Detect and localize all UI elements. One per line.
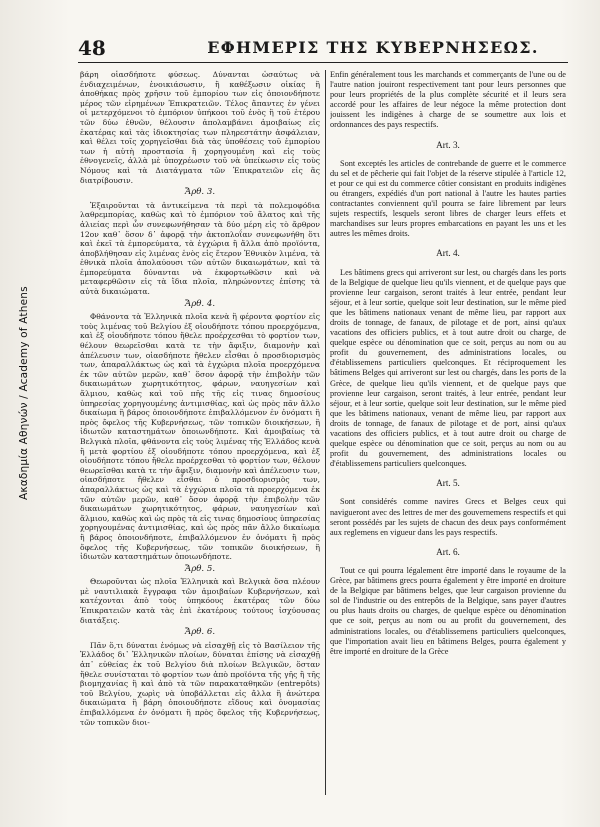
paragraph: Πᾶν ὅ,τι δύναται ἐνόμως νὰ εἰσαχθῇ εἰς τὸ Βασίλειον τῆς Ἑλλάδος δι᾽ Ἑλληνικῶν πλοίων, δύναται ἐπίσης νὰ εἰσαχθῇ ἀπ᾽ εὐθείας ἐκ τοῦ Βελγίου διὰ πλοίων Βελγικῶν, ὅσταν ἤθελε συνίσταται τὸ φορτίον των ἀπὸ προϊόντα τῆς γῆς ἢ τῆς βιομηχανίας ἢ καὶ ἀπὸ τὰ τῶν παρακαταθηκῶν (entrepôts) τοῦ Βελγίου, χωρὶς νὰ ὑποβάλλεται εἰς ἄλλα ἢ ἀνώτερα δικαιώματα ἢ βάρη ὁποιουδήποτε εἴδους καὶ ὀνομασίας ἐπιβαλλόμενα ἐν ὀνόματι ἢ πρὸς ὄφελος τῆς Κυβερνήσεως, τῶν τοπικῶν διοι- — [80, 640, 320, 727]
page-header — [78, 36, 568, 63]
paragraph: Enfin généralement tous les marchands et commerçants de l'une ou de l'autre nation jouiront respectivement tant pour leurs personnes que pour leurs propriétés de la plus complète sécurité et il leurs sera accordé pour les affaires de leur négoce la même protection dont jouissent les indigènes à charge de se soumettre aux lois et ordonnances des pays respectifs. — [330, 70, 566, 130]
paragraph: Θεωροῦνται ὡς πλοῖα Ἑλληνικὰ καὶ Βελγικὰ ὅσα πλέουν μὲ ναυτιλιακὰ ἔγγραφα τῶν ἀμοιβαίων Κυβερνήσεων, καὶ κατέχονται ἀπὸ τοὺς ὑπηκόους ἑκατέρας τῶν δύω Ἐπικρατειῶν κατὰ τὰς ἐπὶ ἑκατέρους τούτους ἰσχύουσας διατάξεις. — [80, 577, 320, 625]
greek-text-column — [80, 70, 320, 800]
article-heading: Art. 4. — [436, 248, 460, 259]
archive-label-text: Ακαδημία Αθηνών / Academy of Athens — [18, 286, 30, 500]
page-number: 48 — [78, 36, 106, 60]
article-heading: Art. 5. — [436, 478, 460, 489]
paragraph: Φθάνοντα τὰ Ἑλληνικὰ πλοῖα κενὰ ἢ φέροντα φορτίον εἰς τοὺς λιμένας τοῦ Βελγίου ἐξ οἱουδήποτε τόπου προερχόμενα, καὶ ἐξ οἱουδήποτε τόπου ἤθελε προέρχεσθαι τὸ φορτίον των, θέλουν θεωρεῖσθαι κατὰ τε τὴν ἄφιξιν, διαμονὴν καὶ ἀπέλευσιν των, οἱασδήποτε ἤθελεν εἶσθαι ὁ προσδιορισμὸς των, ἀπαραλλάκτως ὡς καὶ τὰ ἐγχώρια πλοῖα προερχόμενα ἐκ τῶν αὐτῶν μερῶν, καθ᾽ ὅσον ἀφορᾷ τὴν ἐπιβολὴν τῶν δικαιωμάτων χωρητικότητος, φάρων, ναυηγεσίων καὶ ἄλμιου, καθὼς καὶ τοῦ πῆς τῆς εἰς τινας δημοσίους ὑπηρεσίας χορηγουμένης ἀντιμισθίας, καὶ ὡς πρὸς πᾶν ἄλλο δικαίωμα ἢ βάρος ὁποιονδήποτε ἐπιβαλλόμενον ἐν ὀνόματι ἢ πρὸς ὄφελος τῆς Κυβερνήσεως, τῶν τοπικῶν διοικήσεων, ἢ ἰδιωτῶν καταστημάτων ὁποιωνδήποτε. Καὶ ἀμοιβαίως τὰ Βελγικὰ πλοῖα, φθάνοντα εἰς τοὺς λιμένας τῆς Ἑλλάδος κενὰ ἢ μετὰ φορτίου ἐξ οἱουδήποτε τόπου προερχόμενα, καὶ ἐξ οἱουδήποτε τόπου ἤθελε προέρχεσθαι τὸ φορτίον των, θέλουν θεωρεῖσθαι κατὰ τε τὴν ἄφιξιν, διαμονὴν καὶ ἀπέλευσιν των, οἱασδήποτε ἤθελεν εἶσθαι ὁ προσδιορισμὸς των, ἀπαραλλάκτως ὡς καὶ τὰ ἐγχώρια πλοῖα τὰ προερχόμενα ἐκ τῶν αὐτῶν μερῶν, καθ᾽ ὅσον ἀφορᾷ τὴν ἐπιβολὴν τῶν δικαιωμάτων χωρητικότητος, φάρων, ναυηγεσίων καὶ ἄλμιου, καθὼς καὶ ὡς πρὸς τὰ εἰς τινας δημοσίους ὑπηρεσίας χορηγουμένας ἀντιμισθίας, καὶ ὡς πρὸς πᾶν ἄλλο δικαίωμα ἢ βάρος ὁποιονδήποτε, ἐπιβαλλόμενον ἐν ὀνόματι ἢ πρὸς ὄφελος τῆς Κυβερνήσεως, τῶν τοπικῶν διοικήσεων, ἢ ἰδιωτῶν καταστημάτων ὁποιωνδήποτε. — [80, 312, 320, 562]
column-divider — [325, 70, 326, 795]
article-heading: Ἄρθ. 5. — [184, 563, 216, 574]
article-heading: Ἄρθ. 3. — [184, 187, 216, 198]
paragraph: Sont considérés comme navires Grecs et Belges ceux qui navigueront avec des lettres de mer des gouvernemens respectifs et qui seront possédés par les sujets de chacun des deux pays conformément aux reglemens en vigueur dans les pays respectifs. — [330, 497, 566, 537]
archive-side-label — [18, 40, 40, 800]
paragraph: Ἐξαιροῦνται τὰ ἀντικείμενα τὰ περὶ τὰ πολεμοφόδια λαθρεμπορίας, καθὼς καὶ τὸ ἐμπόριον τοῦ ἅλατος καὶ τῆς ἁλιείας περὶ ὧν συνεφωνήθησαν τὰ δύο μέρη εἰς τὸ ἄρθρον 12ον καθ᾽ ὅσον δ᾽ ἀφορᾷ τὴν ἀκτοπλοΐαν συνεφωνήθη ὅτι καὶ ἐκεῖ τὰ ἐμπορεύματα, τὰ ἐγχώρια ἢ ἄλλα ἀπὸ προϊόντα, ἀποβλήθησαν εἰς λιμένας ἑνὸς εἰς ἕτερον Ἐθνικὸν λιμένα, τὰ ἐθνικὰ πλοῖα ἀπολαύουσι τῶν αὐτῶν δικαιωμάτων, καὶ τὰ ἐμπορεύματα δύνανται νὰ ἐκφορτωθῶσιν καὶ νὰ μεταφερθῶσιν εἰς τὰ ἴδια πλοῖα, πληρώνοντες ἐπίσης τὰ αὐτὰ δικαιώματα. — [80, 200, 320, 297]
article-heading: Ἄρθ. 6. — [184, 627, 216, 638]
paragraph: βάρη οἱασδήποτε φύσεως. Δύνανται ὡσαύτως νὰ ἐνδιαχειμένων, ἐνοικιάσωσιν, ἢ καθέξωσιν οἰκίας ἢ ἀποθήκας πρὸς χρῆσιν τοῦ ἐμπορίου των εἰς ὁποιονδήποτε μέρος τῶν εἰρημένων Ἐπικρατειῶν. Τέλος ἅπαντες ἐν γένει οἱ μετερχόμενοι τὸ ἐμπόριον ὑπήκοοι τοῦ ἑνὸς ἢ τοῦ ἑτέρου τῶν δύω ἐθνῶν, θέλουσιν ἀπολαμβάνει ἀμοιβαίως εἰς ἑκατέρας καὶ τὰς ἰδιοκτησίας των πληρεστάτην ἀσφάλειαν, καὶ θέλει τοῖς χορηγεῖσθαι διὰ τὰς ὑποθέσεις τοῦ ἐμπορίου των ἡ αὐτὴ προστασία ἢ χορηγουμένη καὶ εἰς τοὺς ἐθνογενεῖς, ἀλλὰ μὲ ὑποχρέωσιν τοῦ νὰ ὑπείκωσιν εἰς τοὺς Νόμους καὶ τὰ Διατάγματα τῶν Ἐπικρατειῶν εἰς ἃς διατρίβουσιν. — [80, 70, 320, 185]
paragraph: Tout ce qui pourra légalement être importé dans le royaume de la Grèce, par bâtimens grecs pourra également y être importé en droiture de la Belgique par bâtimens belges, que leur cargaison provienne du sol de l'industrie ou des entrepôts de la Belgique, sans payer d'autres ou plus hauts droits ou charges, de quelque espèce ou dénomination que ce soit, perçus au nom ou au profit du gouvernement, des administrations locales, ou d'établissemens particuliers quelconques, que l'importation avait lieu en bâtimens Belges, pourra également y être importé en droiture de la Grèce — [330, 565, 566, 656]
paragraph: Les bâtimens grecs qui arriveront sur lest, ou chargés dans les ports de la Belgique de quelque lieu qu'ils viennent, et de quelque pays que provienne leur cargaison, seront traités à leur entrée, pendant leur séjour, et à leur sortie, quelque soit leur destination, sur le même pied que les bâtimens nationaux venant de même lieu, par rapport aux droits de tonnage, de fanaux, de pilotage et de port, ainsi qu'aux vacations des officiers publics, et à tout autre droit ou charge, de quelque espèce ou dénomination que ce soit, perçus au nom ou au profit du gouvernement, des administrations locales, ou d'établissemens particuliers quelconques. Et réciproquement les bâtimens Belges qui arriveront sur lest ou chargés, dans les ports de la Grèce, de quelque lieu qu'ils viennent, et de quelque pays que provienne leur cargaison, seront traités, à leur entrée, pendant leur séjour, et à leur sortie, quelque soit leur destination, sur le même pied que les bâtimens nationaux, venant de même lieu, par rapport aux droits de tonnage, de fanaux de pilotage et de port, ainsi qu'aux vacations des officiers publics, et à tout autre droit ou charge de quelque espèce ou dénomination que ce soit, perçus au nom ou au profit du gouvernement, des administrations locales ou d'établissemens particuliers quelconques. — [330, 267, 566, 469]
article-heading: Ἄρθ. 4. — [184, 298, 216, 309]
journal-title: ΕΦΗΜΕΡΙΣ ΤΗΣ ΚΥΒΕΡΝΗΣΕΩΣ. — [207, 38, 539, 57]
french-text-column — [330, 70, 566, 800]
article-heading: Art. 6. — [436, 546, 460, 557]
paragraph: Sont exceptés les articles de contrebande de guerre et le commerce du sel et de pêcherie qui fait l'objet de la réserve stipulée à l'article 12, et pour ce qui est du commerce côtier consistant en produits indigènes ou étrangers, expédiés d'un port national à l'autre les hautes parties contractantes conviennent qu'il pourra se faire librement par leurs sujets respectifs, lesquels seront libres de charger leurs effets et marchandises sur leurs propres embarcations en payant les uns et les autres les mêmes droits. — [330, 158, 566, 239]
article-heading: Art. 3. — [436, 139, 460, 150]
